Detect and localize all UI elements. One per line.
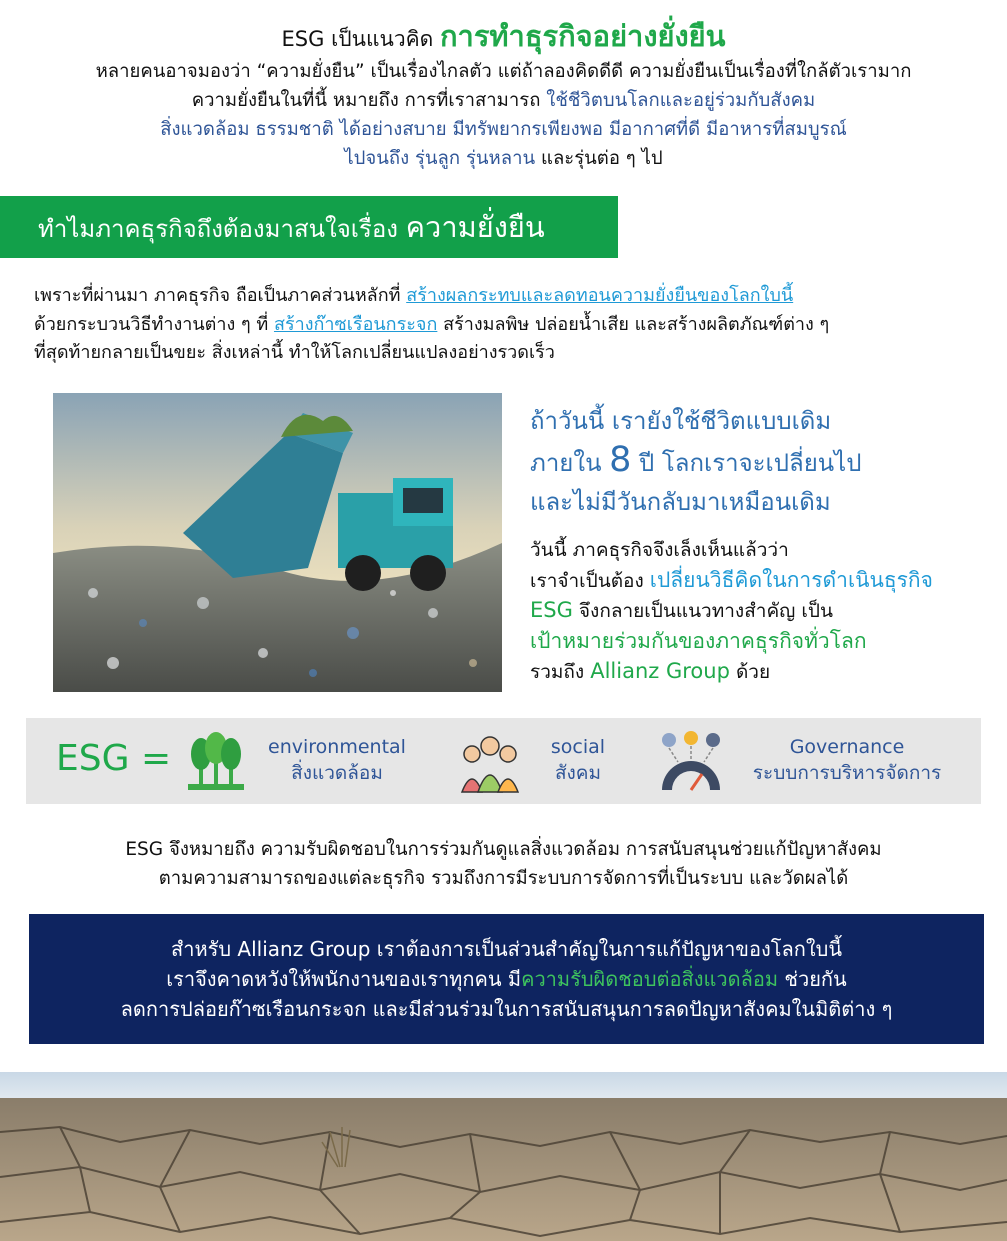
- years-number: 8: [609, 440, 632, 480]
- warning-body: [530, 536, 990, 688]
- summary-line-2: ตามความสามารถของแต่ละธุรกิจ รวมถึงการมีระบบการจัดการที่เป็นระบบ และวัดผลได้: [158, 867, 849, 889]
- intro-line-1: [0, 18, 1007, 57]
- intro-line-5-suffix: และรุ่นต่อ ๆ ไป: [535, 148, 663, 169]
- reason-highlight-1: สร้างผลกระทบและลดทอนความยั่งยืนของโลกใบนี้: [406, 285, 794, 306]
- allianz-line-1: สำหรับ Allianz Group เราต้องการเป็นส่วนสำคัญในการแก้ปัญหาของโลกใบนี้: [171, 937, 842, 961]
- environmental-label: [262, 734, 412, 786]
- governance-th: ระบบการบริหารจัดการ: [752, 762, 942, 784]
- warning-heading-3: และไม่มีวันกลับมาเหมือนเดิม: [530, 488, 831, 516]
- allianz-line-2-highlight: ความรับผิดชอบต่อสิ่งแวดล้อม: [521, 967, 779, 991]
- reason-highlight-2: สร้างก๊าซเรือนกระจก: [273, 313, 438, 335]
- warning-heading-1: ถ้าวันนี้ เรายังใช้ชีวิตแบบเดิม: [530, 407, 832, 435]
- intro-section: [0, 18, 1007, 173]
- intro-line-4: สิ่งแวดล้อม ธรรมชาติ ได้อย่างสบาย มีทรัพยากรเพียงพอ มีอากาศที่ดี มีอาหารที่สมบูรณ์: [160, 119, 847, 140]
- warning-body-4-highlight: เป้าหมายร่วมกันของภาคธุรกิจทั่วโลก: [530, 628, 867, 653]
- intro-line-5: [0, 144, 1007, 173]
- intro-line-5-highlight: ไปจนถึง รุ่นลูก รุ่นหลาน: [344, 148, 536, 169]
- esg-summary: [0, 836, 1007, 893]
- warning-body-2-highlight: เปลี่ยนวิธีคิดในการดำเนินธุรกิจ: [649, 567, 933, 592]
- reason-text-4: ที่สุดท้ายกลายเป็นขยะ สิ่งเหล่านี้ ทำให้โลกเปลี่ยนแปลงอย่างรวดเร็ว: [34, 342, 555, 363]
- allianz-line-2-suffix: ช่วยกัน: [778, 967, 847, 991]
- cracked-earth-illustration: [0, 1072, 1007, 1241]
- intro-line-3-highlight: ใช้ชีวิตบนโลกและอยู่ร่วมกับสังคม: [546, 90, 816, 111]
- warning-body-3-highlight: ESG: [530, 598, 573, 622]
- reason-text-2: ด้วยกระบวนวิธีทำงานต่าง ๆ ที่: [34, 313, 274, 335]
- cracked-earth-photo: [0, 1072, 1007, 1241]
- garbage-truck-photo: [53, 393, 502, 692]
- intro-line-3-prefix: ความยั่งยืนในที่นี้ หมายถึง การที่เราสามารถ: [191, 90, 547, 111]
- people-icon: [458, 732, 522, 794]
- banner-prefix: ทำไมภาคธุรกิจถึงต้องมาสนใจเรื่อง: [38, 215, 406, 243]
- warning-body-1: วันนี้ ภาคธุรกิจจึงเล็งเห็นแล้วว่า: [530, 539, 789, 561]
- reason-text-3: สร้างมลพิษ ปล่อยน้ำเสีย และสร้างผลิตภัณฑ์ต่าง ๆ: [437, 313, 830, 335]
- banner-highlight: ความยั่งยืน: [405, 210, 545, 244]
- reason-text-1: เพราะที่ผ่านมา ภาคธุรกิจ ถือเป็นภาคส่วนหลักที่: [34, 285, 407, 306]
- landfill-illustration: [53, 393, 502, 692]
- intro-prefix: ESG เป็นแนวคิด: [281, 27, 440, 51]
- intro-line-3: [0, 86, 1007, 115]
- environmental-en: environmental: [268, 736, 406, 758]
- intro-line-2: หลายคนอาจมองว่า “ความยั่งยืน” เป็นเรื่องไกลตัว แต่ถ้าลองคิดดีดี ความยั่งยืนเป็นเรื่องที่ใกล้ตัวเรามาก: [95, 61, 912, 82]
- trees-icon: [184, 732, 248, 794]
- governance-gauge-icon: [658, 730, 724, 794]
- warning-heading-2-prefix: ภายใน: [530, 449, 610, 477]
- social-th: สังคม: [554, 762, 602, 784]
- allianz-name: Allianz Group: [590, 659, 730, 683]
- warning-heading-2: [530, 441, 990, 483]
- intro-headline: การทำธุรกิจอย่างยั่งยืน: [440, 19, 726, 53]
- esg-equation: ESG =: [56, 738, 172, 779]
- allianz-line-3: ลดการปล่อยก๊าซเรือนกระจก และมีส่วนร่วมในการสนับสนุนการลดปัญหาสังคมในมิติต่าง ๆ: [120, 997, 893, 1021]
- environmental-th: สิ่งแวดล้อม: [291, 762, 383, 784]
- warning-heading-2-suffix: ปี โลกเราจะเปลี่ยนไป: [631, 449, 862, 477]
- warning-body-5-prefix: รวมถึง: [530, 661, 591, 683]
- esg-definition-bar: [26, 718, 981, 804]
- allianz-commitment-box: [29, 914, 984, 1044]
- summary-line-1: ESG จึงหมายถึง ความรับผิดชอบในการร่วมกันดูแลสิ่งแวดล้อม การสนับสนุนช่วยแก้ปัญหาสังคม: [125, 839, 882, 860]
- governance-label: [742, 734, 952, 786]
- governance-en: Governance: [789, 736, 905, 758]
- social-en: social: [550, 736, 606, 758]
- warning-body-3-suffix: จึงกลายเป็นแนวทางสำคัญ เป็น: [572, 600, 833, 622]
- warning-body-5-suffix: ด้วย: [729, 661, 771, 683]
- reason-paragraph: [34, 282, 994, 368]
- warning-column: [530, 402, 990, 688]
- allianz-line-2-prefix: เราจึงคาดหวังให้พนักงานของเราทุกคน มี: [166, 967, 522, 991]
- warning-body-2-prefix: เราจำเป็นต้อง: [530, 569, 650, 592]
- social-label: [532, 734, 624, 786]
- section-banner: [0, 196, 618, 258]
